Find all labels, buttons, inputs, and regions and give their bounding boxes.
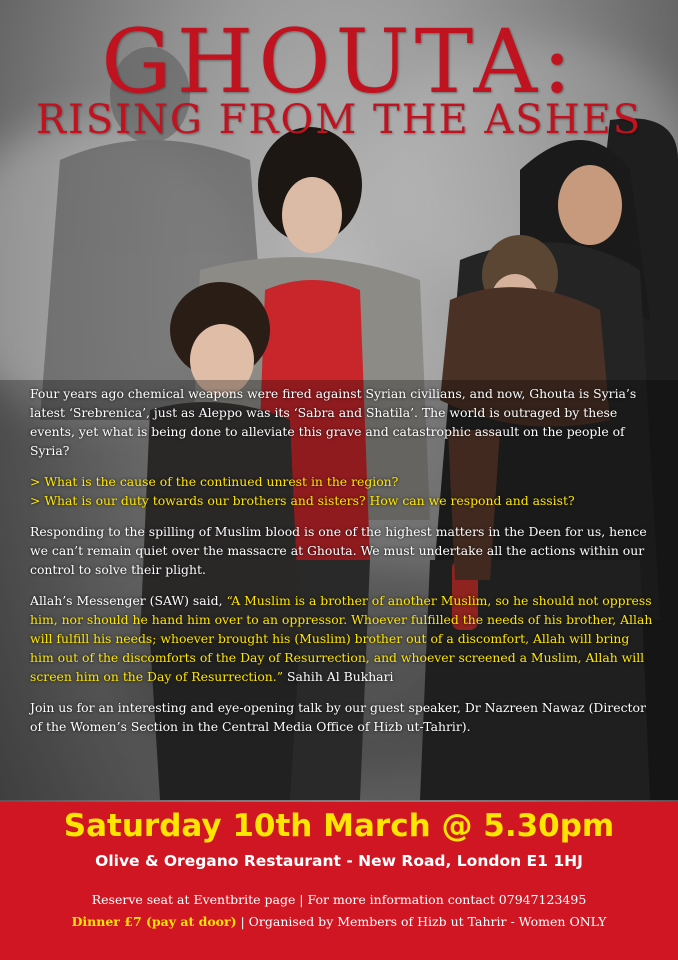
questions-list (30, 472, 656, 510)
event-date-time: Saturday 10th March @ 5.30pm (63, 808, 615, 844)
intro-paragraph: Four years ago chemical weapons were fired against Syrian civilians, and now, Ghouta is Syria’s latest ‘Srebrenica’, just as Aleppo was its ‘Sabra and Shatila’. The world is outraged by these events, yet what is being done to alleviate this grave and catastrophic assault on the people of Syria? (30, 386, 637, 458)
hadith-paragraph (30, 591, 656, 686)
question-cause: > What is the cause of the continued unrest in the region? (30, 474, 399, 489)
event-reserve-info: Reserve seat at Eventbrite page | For more information contact 07947123495 (91, 892, 587, 907)
event-footer (0, 913, 678, 931)
hadith-intro: Allah’s Messenger (SAW) said, (30, 593, 227, 608)
speaker-paragraph: Join us for an interesting and eye-opening talk by our guest speaker, Dr Nazreen Nawaz (Director of the Women’s Section in the Central Media Office of Hizb ut-Tahrir). (30, 700, 646, 734)
poster-body (30, 384, 656, 748)
poster-title: GHOUTA: (101, 10, 577, 113)
organiser-info: | Organised by Members of Hizb ut Tahrir - Women ONLY (236, 914, 607, 929)
event-venue: Olive & Oregano Restaurant - New Road, London E1 1HJ (95, 852, 583, 870)
response-paragraph: Responding to the spilling of Muslim blood is one of the highest matters in the Deen for us, hence we can’t remain quiet over the massacre at Ghouta. We must undertake all the actions within our control to solve their plight. (30, 524, 647, 577)
hadith-source: Sahih Al Bukhari (283, 669, 394, 684)
hadith-quote: “A Muslim is a brother of another Muslim, so he should not oppress him, nor should he hand him over to an oppressor. Whoever fulfilled the needs of his brother, Allah will fulfill his needs; whoever brought his (Muslim) brother out of a discomfort, Allah will bring him out of the discomforts of the Day of Resurrection, and whoever screened a Muslim, Allah will screen him on the Day of Resurrection.” (30, 593, 653, 684)
question-duty: > What is our duty towards our brothers and sisters? How can we respond and assist? (30, 493, 575, 508)
dinner-price: Dinner £7 (pay at door) (71, 914, 237, 929)
poster-subtitle: RISING FROM THE ASHES (35, 97, 643, 143)
